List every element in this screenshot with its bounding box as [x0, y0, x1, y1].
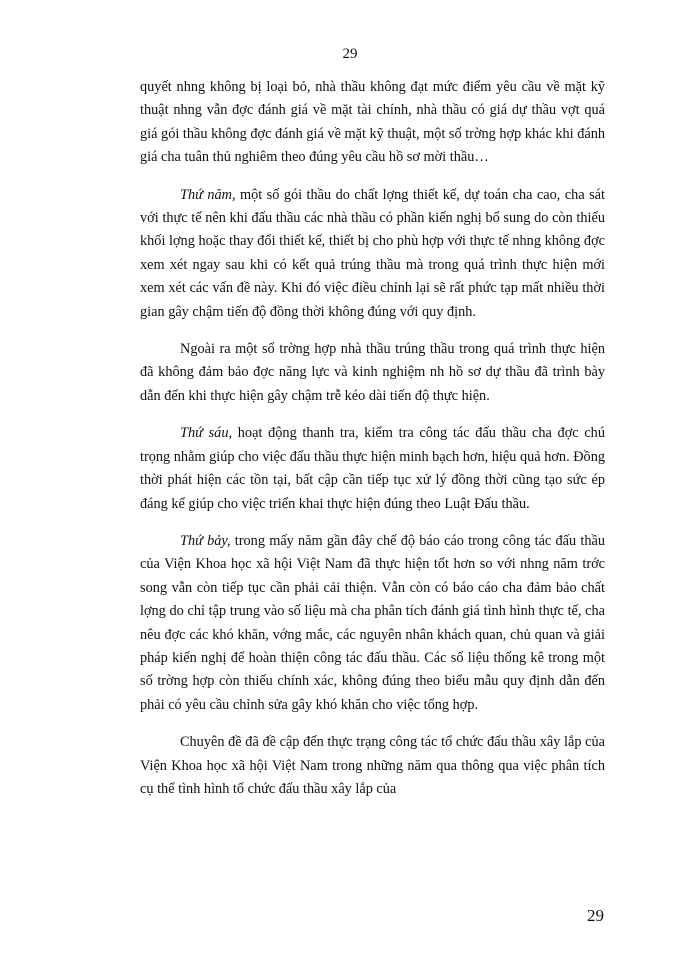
paragraph-text: Chuyên đề đã đề cập đến thực trạng công tác tổ chức đấu thầu xây lắp của Viện Khoa học xã hội Việt Nam trong những năm qua thông qua việc phân tích cụ thể tình hình tổ chức đấu thầu xây lắp của — [140, 734, 605, 797]
paragraph-text: một số gói thầu do chất lợng thiết kế, dự toán cha cao, cha sát với thực tế nên khi đấu thầu các nhà thầu có phần kiến nghị bổ sung do còn thiếu khối lợng hoặc thay đổi thiết kế, thiết bị cho phù hợp với thực tế nhng không đợc xem xét ngay sau khi có kết quả trúng thầu mà trong quá trình thực hiện mới xem xét các vấn đề này. Khi đó việc điều chỉnh lại sẽ rất phức tạp mất nhiều thời gian gây chậm tiến độ đồng thời không đúng với quy định. — [140, 186, 605, 320]
paragraph-lead: Thứ bảy, — [180, 532, 231, 549]
paragraph-thu-bay — [140, 530, 605, 717]
page-number-header: 29 — [342, 46, 358, 62]
paragraph-ngoai-ra — [140, 338, 605, 408]
document-body — [140, 76, 605, 815]
paragraph-lead: Thứ sáu, — [180, 425, 233, 442]
page-number-footer: 29 — [587, 906, 604, 925]
paragraph-thu-nam — [140, 184, 605, 324]
paragraph-chuyen-de — [140, 731, 605, 801]
paragraph-text: hoạt động thanh tra, kiểm tra công tác đấu thầu cha đợc chú trọng nhằm giúp cho việc đấu thầu thực hiện minh bạch hơn, hiệu quả hơn. Đồng thời phát hiện các tồn tại, bất cập cần tiếp tục xử lý đồng thời cũng tạo sức ép đáng kể giúp cho việc triển khai thực hiện đúng theo Luật Đấu thầu. — [140, 425, 605, 512]
paragraph-thu-sau — [140, 422, 605, 516]
paragraph-lead: Thứ năm, — [180, 186, 236, 203]
paragraph-continuation — [140, 76, 605, 170]
paragraph-text: Ngoài ra một số trờng hợp nhà thầu trúng thầu trong quá trình thực hiện đã không đảm bảo đợc năng lực và kinh nghiệm nh hồ sơ dự thầu đã trình bày dẫn đến khi thực hiện gây chậm trễ kéo dài tiến độ thực hiện. — [140, 341, 605, 404]
paragraph-text: quyết nhng không bị loại bỏ, nhà thầu không đạt mức điểm yêu cầu về mặt kỹ thuật nhng vẫn đợc đánh giá về mặt tài chính, nhà thầu có giá dự thầu vợt quá giá gói thầu không đợc đánh giá về mặt kỹ thuật, một số trờng hợp khác khi đánh giá cha tuân thủ nghiêm theo đúng yêu cầu hồ sơ mời thầu… — [140, 79, 606, 166]
paragraph-text: trong mấy năm gần đây chế độ báo cáo trong công tác đấu thầu của Viện Khoa học xã hội Việt Nam đã thực hiện tốt hơn so với nhng năm trớc song vẫn còn tiếp tục cần phải cải thiện. Vẫn còn có báo cáo cha đảm bảo chất lợng do chỉ tập trung vào số liệu mà cha phân tích đánh giá tình hình thực tế, cha nêu đợc các khó khăn, vớng mắc, các nguyên nhân khách quan, chủ quan và giải pháp kiến nghị để hoàn thiện công tác đấu thầu. Các số liệu thống kê trong một số trờng hợp còn thiếu chính xác, không đúng theo biểu mẫu quy định dẫn đến phải có yêu cầu chỉnh sửa gây khó khăn cho việc tổng hợp. — [140, 532, 605, 713]
